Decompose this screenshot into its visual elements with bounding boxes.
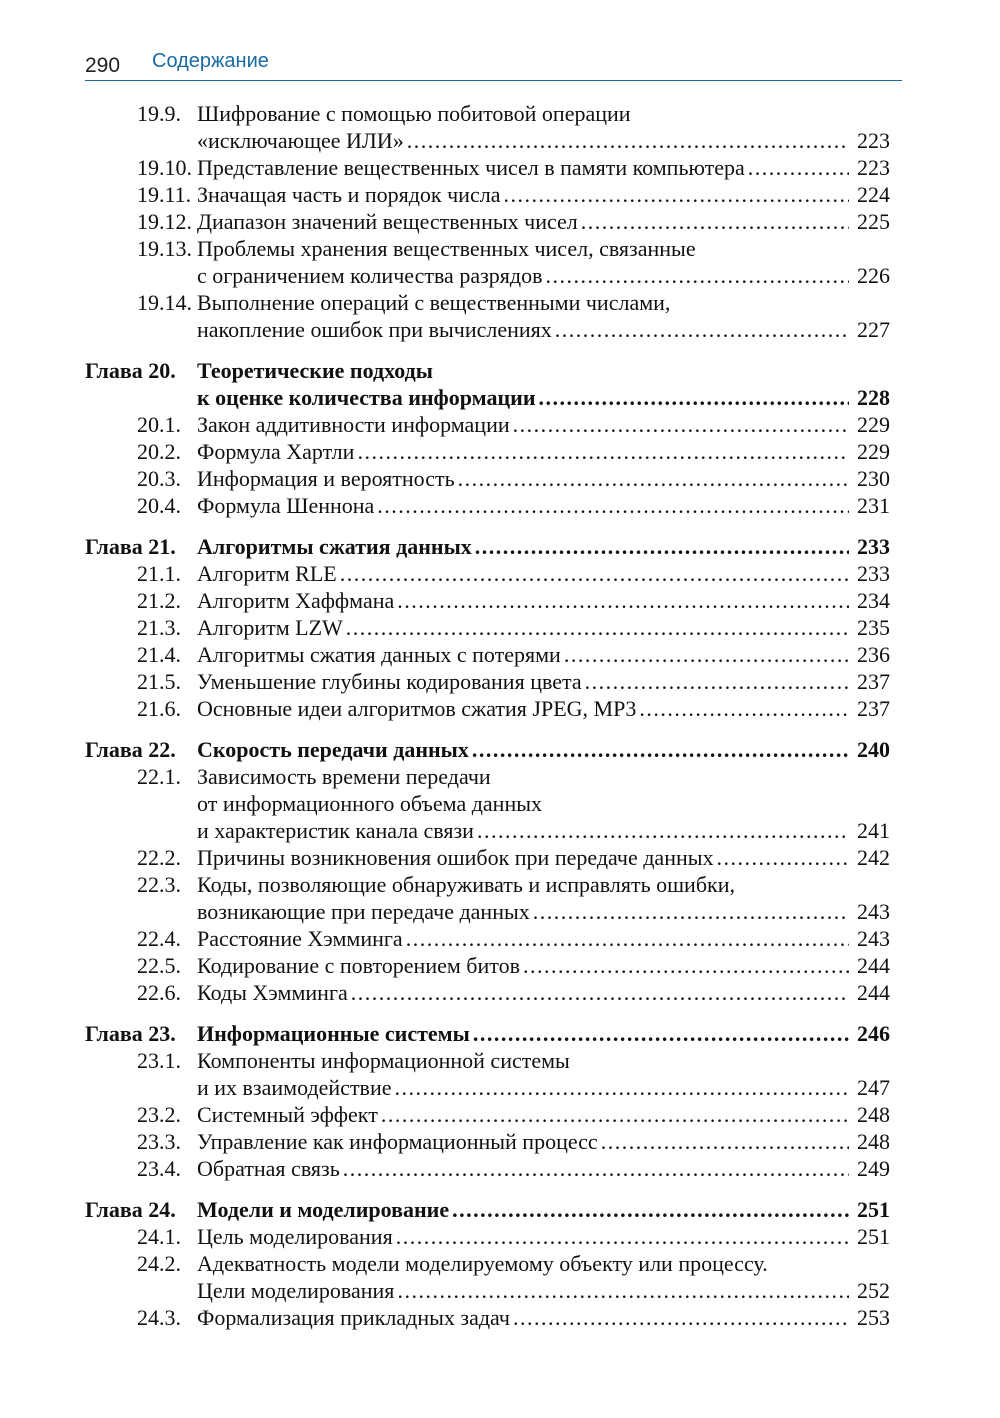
- toc-title-line: Шифрование с помощью побитовой операции: [197, 101, 631, 126]
- toc-number: 21.3.: [137, 615, 181, 640]
- toc-number: 19.13.: [137, 236, 192, 261]
- toc-entry[interactable]: [85, 844, 890, 871]
- toc-number: 24.1.: [137, 1224, 181, 1249]
- dot-leader: [513, 1304, 849, 1331]
- toc-page-number: 226: [857, 263, 890, 288]
- toc-entry[interactable]: [85, 641, 890, 668]
- dot-leader: [717, 844, 849, 871]
- toc-page-number: 243: [857, 926, 890, 951]
- toc-title-line: Формула Шеннона: [197, 493, 375, 518]
- toc-entry[interactable]: [85, 208, 890, 235]
- toc-page-number: 236: [857, 642, 890, 667]
- toc-number: Глава 21.: [85, 534, 176, 559]
- table-of-contents: [85, 100, 890, 1331]
- toc-title-line: Модели и моделирование: [197, 1197, 450, 1222]
- toc-number: 21.6.: [137, 696, 181, 721]
- toc-title-line: Алгоритм RLE: [197, 561, 337, 586]
- toc-title-line: Коды Хэмминга: [197, 980, 348, 1005]
- toc-title-line: Значащая часть и порядок числа: [197, 182, 501, 207]
- toc-page-number: 246: [857, 1021, 890, 1046]
- toc-title-line: Зависимость времени передачи: [197, 764, 491, 789]
- toc-title-line: Информация и вероятность: [197, 466, 455, 491]
- toc-entry[interactable]: [85, 979, 890, 1006]
- toc-title-line: Обратная связь: [197, 1156, 340, 1181]
- dot-leader: [357, 438, 849, 465]
- toc-title-line: Расстояние Хэмминга: [197, 926, 403, 951]
- toc-title-line: с ограничением количества разрядов: [197, 263, 543, 288]
- toc-entry[interactable]: [85, 668, 890, 695]
- toc-page-number: 234: [857, 588, 890, 613]
- toc-entry[interactable]: [85, 1223, 890, 1250]
- dot-leader: [539, 384, 849, 411]
- toc-entry[interactable]: [85, 100, 890, 154]
- toc-title-line: Скорость передачи данных: [197, 737, 469, 762]
- toc-page-number: 237: [857, 696, 890, 721]
- toc-entry[interactable]: [85, 614, 890, 641]
- toc-title-line: Информационные системы: [197, 1021, 470, 1046]
- toc-number: 23.2.: [137, 1102, 181, 1127]
- toc-title-line: Цели моделирования: [197, 1278, 395, 1303]
- toc-page-number: 251: [857, 1224, 890, 1249]
- dot-leader: [396, 1223, 849, 1250]
- toc-number: 19.10.: [137, 155, 192, 180]
- toc-page-number: 231: [857, 493, 890, 518]
- toc-entry[interactable]: [85, 587, 890, 614]
- toc-entry[interactable]: [85, 695, 890, 722]
- toc-page-number: 235: [857, 615, 890, 640]
- dot-leader: [748, 154, 849, 181]
- toc-title-line: Теоретические подходы: [197, 358, 433, 383]
- toc-number: 20.2.: [137, 439, 181, 464]
- toc-page-number: 247: [857, 1075, 890, 1100]
- toc-entry[interactable]: [85, 289, 890, 343]
- toc-page-number: 224: [857, 182, 890, 207]
- dot-leader: [601, 1128, 849, 1155]
- toc-title-line: Управление как информационный процесс: [197, 1129, 598, 1154]
- toc-number: 20.1.: [137, 412, 181, 437]
- toc-page-number: 233: [857, 561, 890, 586]
- toc-entry[interactable]: [85, 411, 890, 438]
- toc-page-number: 251: [857, 1197, 890, 1222]
- toc-number: 24.3.: [137, 1305, 181, 1330]
- toc-title-line: Компоненты информационной системы: [197, 1048, 570, 1073]
- toc-title-line: Адекватность модели моделируемому объекту или процессу.: [197, 1251, 768, 1276]
- toc-title-line: Закон аддитивности информации: [197, 412, 510, 437]
- toc-title-line: Алгоритмы сжатия данных: [197, 534, 472, 559]
- toc-number: 23.3.: [137, 1129, 181, 1154]
- toc-number: 21.2.: [137, 588, 181, 613]
- toc-chapter[interactable]: [85, 1020, 890, 1047]
- dot-leader: [343, 1155, 849, 1182]
- toc-page-number: 228: [857, 385, 890, 410]
- toc-title-line: Коды, позволяющие обнаруживать и исправлять ошибки,: [197, 872, 735, 897]
- toc-entry[interactable]: [85, 952, 890, 979]
- toc-entry[interactable]: [85, 871, 890, 925]
- toc-title-line: Формализация прикладных задач: [197, 1305, 510, 1330]
- toc-title-line: возникающие при передаче данных: [197, 899, 530, 924]
- dot-leader: [533, 898, 849, 925]
- toc-number: 21.5.: [137, 669, 181, 694]
- toc-entry[interactable]: [85, 560, 890, 587]
- dot-leader: [351, 979, 849, 1006]
- toc-entry[interactable]: [85, 1128, 890, 1155]
- toc-entry[interactable]: [85, 1101, 890, 1128]
- toc-number: 19.14.: [137, 290, 192, 315]
- running-title: Содержание: [152, 50, 269, 72]
- toc-number: 22.4.: [137, 926, 181, 951]
- toc-page-number: 230: [857, 466, 890, 491]
- toc-entry[interactable]: [85, 181, 890, 208]
- toc-title-line: Причины возникновения ошибок при передаче данных: [197, 845, 714, 870]
- toc-page-number: 244: [857, 980, 890, 1005]
- dot-leader: [377, 492, 849, 519]
- toc-title-line: Уменьшение глубины кодирования цвета: [197, 669, 582, 694]
- page-number: 290: [85, 54, 121, 77]
- dot-leader: [473, 1020, 849, 1047]
- dot-leader: [406, 925, 849, 952]
- toc-title-line: «исключающее ИЛИ»: [197, 128, 404, 153]
- toc-number: 20.3.: [137, 466, 181, 491]
- toc-title-line: Формула Хартли: [197, 439, 355, 464]
- dot-leader: [503, 181, 849, 208]
- toc-page-number: 229: [857, 412, 890, 437]
- toc-entry[interactable]: [85, 763, 890, 844]
- toc-title-line: и их взаимодействие: [197, 1075, 392, 1100]
- toc-number: Глава 20.: [85, 358, 176, 383]
- toc-number: 22.6.: [137, 980, 181, 1005]
- dot-leader: [397, 1277, 849, 1304]
- dot-leader: [395, 1074, 850, 1101]
- toc-entry[interactable]: [85, 1250, 890, 1304]
- toc-page-number: 223: [857, 155, 890, 180]
- toc-page-number: 243: [857, 899, 890, 924]
- toc-title-line: Системный эффект: [197, 1102, 378, 1127]
- toc-number: 19.11.: [137, 182, 192, 207]
- toc-number: Глава 23.: [85, 1021, 176, 1046]
- toc-number: 20.4.: [137, 493, 181, 518]
- dot-leader: [564, 641, 849, 668]
- toc-title-line: Цель моделирования: [197, 1224, 393, 1249]
- toc-page-number: 233: [857, 534, 890, 559]
- page-header: [85, 46, 902, 82]
- toc-number: Глава 24.: [85, 1197, 176, 1222]
- toc-title-line: от информационного объема данных: [197, 791, 543, 816]
- toc-page-number: 253: [857, 1305, 890, 1330]
- toc-number: 23.4.: [137, 1156, 181, 1181]
- toc-page-number: 240: [857, 737, 890, 762]
- toc-number: 22.2.: [137, 845, 181, 870]
- dot-leader: [513, 411, 849, 438]
- toc-number: 23.1.: [137, 1048, 181, 1073]
- toc-title-line: Алгоритм LZW: [197, 615, 343, 640]
- toc-page-number: 249: [857, 1156, 890, 1181]
- toc-page-number: 252: [857, 1278, 890, 1303]
- toc-entry[interactable]: [85, 492, 890, 519]
- toc-number: 22.1.: [137, 764, 181, 789]
- toc-page-number: 248: [857, 1129, 890, 1154]
- dot-leader: [346, 614, 849, 641]
- dot-leader: [340, 560, 849, 587]
- toc-entry[interactable]: [85, 1047, 890, 1101]
- toc-page-number: 227: [857, 317, 890, 342]
- toc-page-number: 229: [857, 439, 890, 464]
- dot-leader: [545, 262, 849, 289]
- dot-leader: [585, 668, 849, 695]
- toc-number: 19.12.: [137, 209, 192, 234]
- toc-chapter[interactable]: [85, 736, 890, 763]
- toc-entry[interactable]: [85, 154, 890, 181]
- toc-chapter[interactable]: [85, 357, 890, 411]
- dot-leader: [407, 127, 849, 154]
- toc-number: 19.9.: [137, 101, 181, 126]
- toc-entry[interactable]: [85, 235, 890, 289]
- toc-number: 24.2.: [137, 1251, 181, 1276]
- toc-page-number: 244: [857, 953, 890, 978]
- toc-number: 22.3.: [137, 872, 181, 897]
- toc-page-number: 225: [857, 209, 890, 234]
- toc-title-line: Проблемы хранения вещественных чисел, связанные: [197, 236, 696, 261]
- toc-entry[interactable]: [85, 438, 890, 465]
- toc-page-number: 248: [857, 1102, 890, 1127]
- dot-leader: [381, 1101, 849, 1128]
- toc-number: 22.5.: [137, 953, 181, 978]
- dot-leader: [458, 465, 849, 492]
- dot-leader: [523, 952, 849, 979]
- toc-title-line: Алгоритм Хаффмана: [197, 588, 395, 613]
- toc-number: Глава 22.: [85, 737, 176, 762]
- toc-title-line: накопление ошибок при вычислениях: [197, 317, 552, 342]
- toc-page-number: 241: [857, 818, 890, 843]
- dot-leader: [477, 817, 849, 844]
- dot-leader: [555, 316, 849, 343]
- toc-chapter[interactable]: [85, 1196, 890, 1223]
- toc-chapter[interactable]: [85, 533, 890, 560]
- dot-leader: [639, 695, 849, 722]
- dot-leader: [475, 533, 849, 560]
- toc-entry[interactable]: [85, 925, 890, 952]
- toc-title-line: Выполнение операций с вещественными числами,: [197, 290, 671, 315]
- header-rule: [85, 80, 902, 81]
- toc-title-line: Представление вещественных чисел в памяти компьютера: [197, 155, 745, 180]
- toc-title-line: Основные идеи алгоритмов сжатия JPEG, MP3: [197, 696, 637, 721]
- toc-title-line: Диапазон значений вещественных чисел: [197, 209, 578, 234]
- dot-leader: [452, 1196, 849, 1223]
- dot-leader: [397, 587, 849, 614]
- toc-title-line: к оценке количества информации: [197, 385, 536, 410]
- dot-leader: [581, 208, 849, 235]
- toc-entry[interactable]: [85, 1155, 890, 1182]
- toc-page-number: 223: [857, 128, 890, 153]
- toc-number: 21.4.: [137, 642, 181, 667]
- toc-title-line: Алгоритмы сжатия данных с потерями: [197, 642, 561, 667]
- toc-page-number: 242: [857, 845, 890, 870]
- toc-entry[interactable]: [85, 1304, 890, 1331]
- toc-title-line: Кодирование с повторением битов: [197, 953, 520, 978]
- toc-number: 21.1.: [137, 561, 181, 586]
- dot-leader: [472, 736, 849, 763]
- toc-page-number: 237: [857, 669, 890, 694]
- toc-entry[interactable]: [85, 465, 890, 492]
- toc-title-line: и характеристик канала связи: [197, 818, 474, 843]
